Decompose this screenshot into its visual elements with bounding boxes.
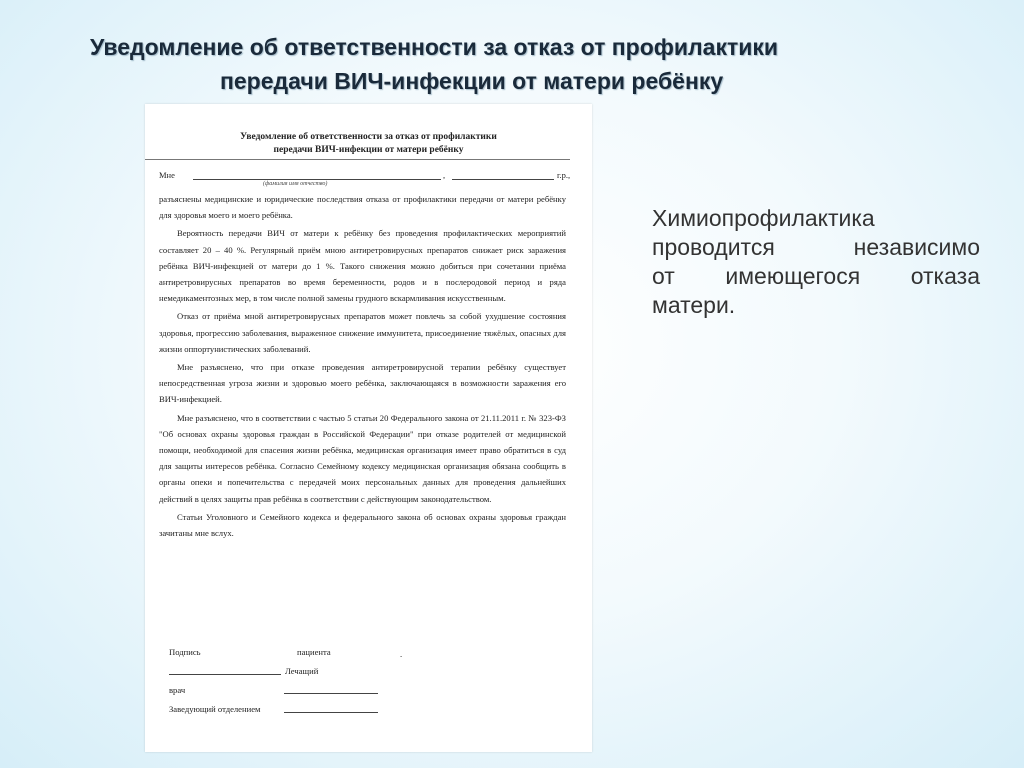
side-note-line-2: проводится независимо	[652, 234, 980, 260]
year-suffix: г.р.,	[557, 170, 571, 180]
document-title	[145, 131, 592, 157]
birth-year-blank	[452, 179, 554, 180]
side-note-line-3: от имеющегося отказа	[652, 263, 980, 289]
patient-label: пациента	[297, 647, 331, 657]
mne-label: Мне	[159, 170, 175, 180]
paragraph-5: Мне разъяснено, что в соответствии с частью 5 статьи 20 Федерального закона от 21.11.2011 г. № 323-ФЗ "Об основах охраны здоровья граждан в Российской Федерации" при отказе родителей от медицинской помощи, необходимой для спасения жизни ребёнка, медицинская организация имеет право обратиться в суд для защиты интересов ребёнка. Согласно Семейному кодексу медицинская организация обязана сообщить в органы опеки и попечительства с передачей моих персональных данных для проведения дальнейших действий в целях защиты прав ребёнка в соответствии с действующим законодательством.	[159, 412, 566, 504]
slide-title-line-1: Уведомление об ответственности за отказ от профилактики	[90, 34, 779, 60]
signature-row-attending	[169, 662, 409, 681]
side-note-line-4: матери.	[652, 292, 736, 318]
patient-name-row	[159, 170, 571, 182]
signature-block	[169, 643, 409, 719]
paragraph-4: Мне разъяснено, что при отказе проведения антиретровирусной терапии ребёнку существует непосредственная угроза жизни и здоровью моего ребёнка, заключающаяся в возможности заражения его ВИЧ-инфекцией.	[159, 362, 566, 405]
doctor-label: врач	[169, 685, 186, 695]
head-signature-blank	[284, 712, 378, 713]
paragraph-6: Статьи Уголовного и Семейного кодекса и федерального закона об основах охраны здоровья граждан зачитаны мне вслух.	[159, 511, 566, 539]
document-body	[159, 191, 566, 543]
doctor-signature-blank	[284, 693, 378, 694]
paragraph-1: разъяснены медицинские и юридические последствия отказа от профилактики передачи от матери ребёнку для здоровья моего и моего ребёнка.	[159, 194, 566, 221]
slide-title-line-2: передачи ВИЧ-инфекции от матери ребёнку	[220, 68, 724, 94]
document-title-line-2: передачи ВИЧ-инфекции от матери ребёнку	[273, 145, 464, 155]
fio-hint: (фамилия имя отчество)	[263, 181, 328, 187]
side-note	[652, 204, 980, 320]
document-title-line-1: Уведомление об ответственности за отказ от профилактики	[240, 132, 497, 142]
paragraph-2: Вероятность передачи ВИЧ от матери к ребёнку без проведения профилактических мероприятий составляет 20 – 40 %. Регулярный приём мною антиретровирусных препаратов снижает риск заражения ребёнка ВИЧ-инфекцией от матери до 1 %. Такого снижения можно добиться при сочетании приёма антиретровирусных препаратов во время беременности, родов и в послеродовой период и ряда немедикаментозных мер, в том числе полной замены грудного вскармливания искусственным.	[159, 228, 566, 304]
signature-label: Подпись	[169, 647, 201, 657]
patient-name-blank	[193, 179, 441, 180]
notice-document	[145, 104, 592, 752]
attending-signature-blank	[169, 674, 281, 675]
signature-row-head	[169, 700, 409, 719]
title-divider	[145, 159, 570, 160]
slide-title	[60, 30, 1000, 98]
signature-row-patient	[169, 643, 409, 662]
signature-row-doctor	[169, 681, 409, 700]
paragraph-3: Отказ от приёма мной антиретровирусных препаратов может повлечь за собой ухудшение состояния здоровья, прогрессию заболевания, выраженное снижение иммунитета, присоединение тяжёлых, опасных для жизни оппортунистических заболеваний.	[159, 311, 566, 354]
attending-label: Лечащий	[285, 666, 319, 676]
comma: ,	[443, 170, 446, 180]
side-note-line-1: Химиопрофилактика	[652, 205, 875, 231]
head-label: Заведующий отделением	[169, 704, 261, 714]
dot-mark: .	[400, 649, 403, 659]
